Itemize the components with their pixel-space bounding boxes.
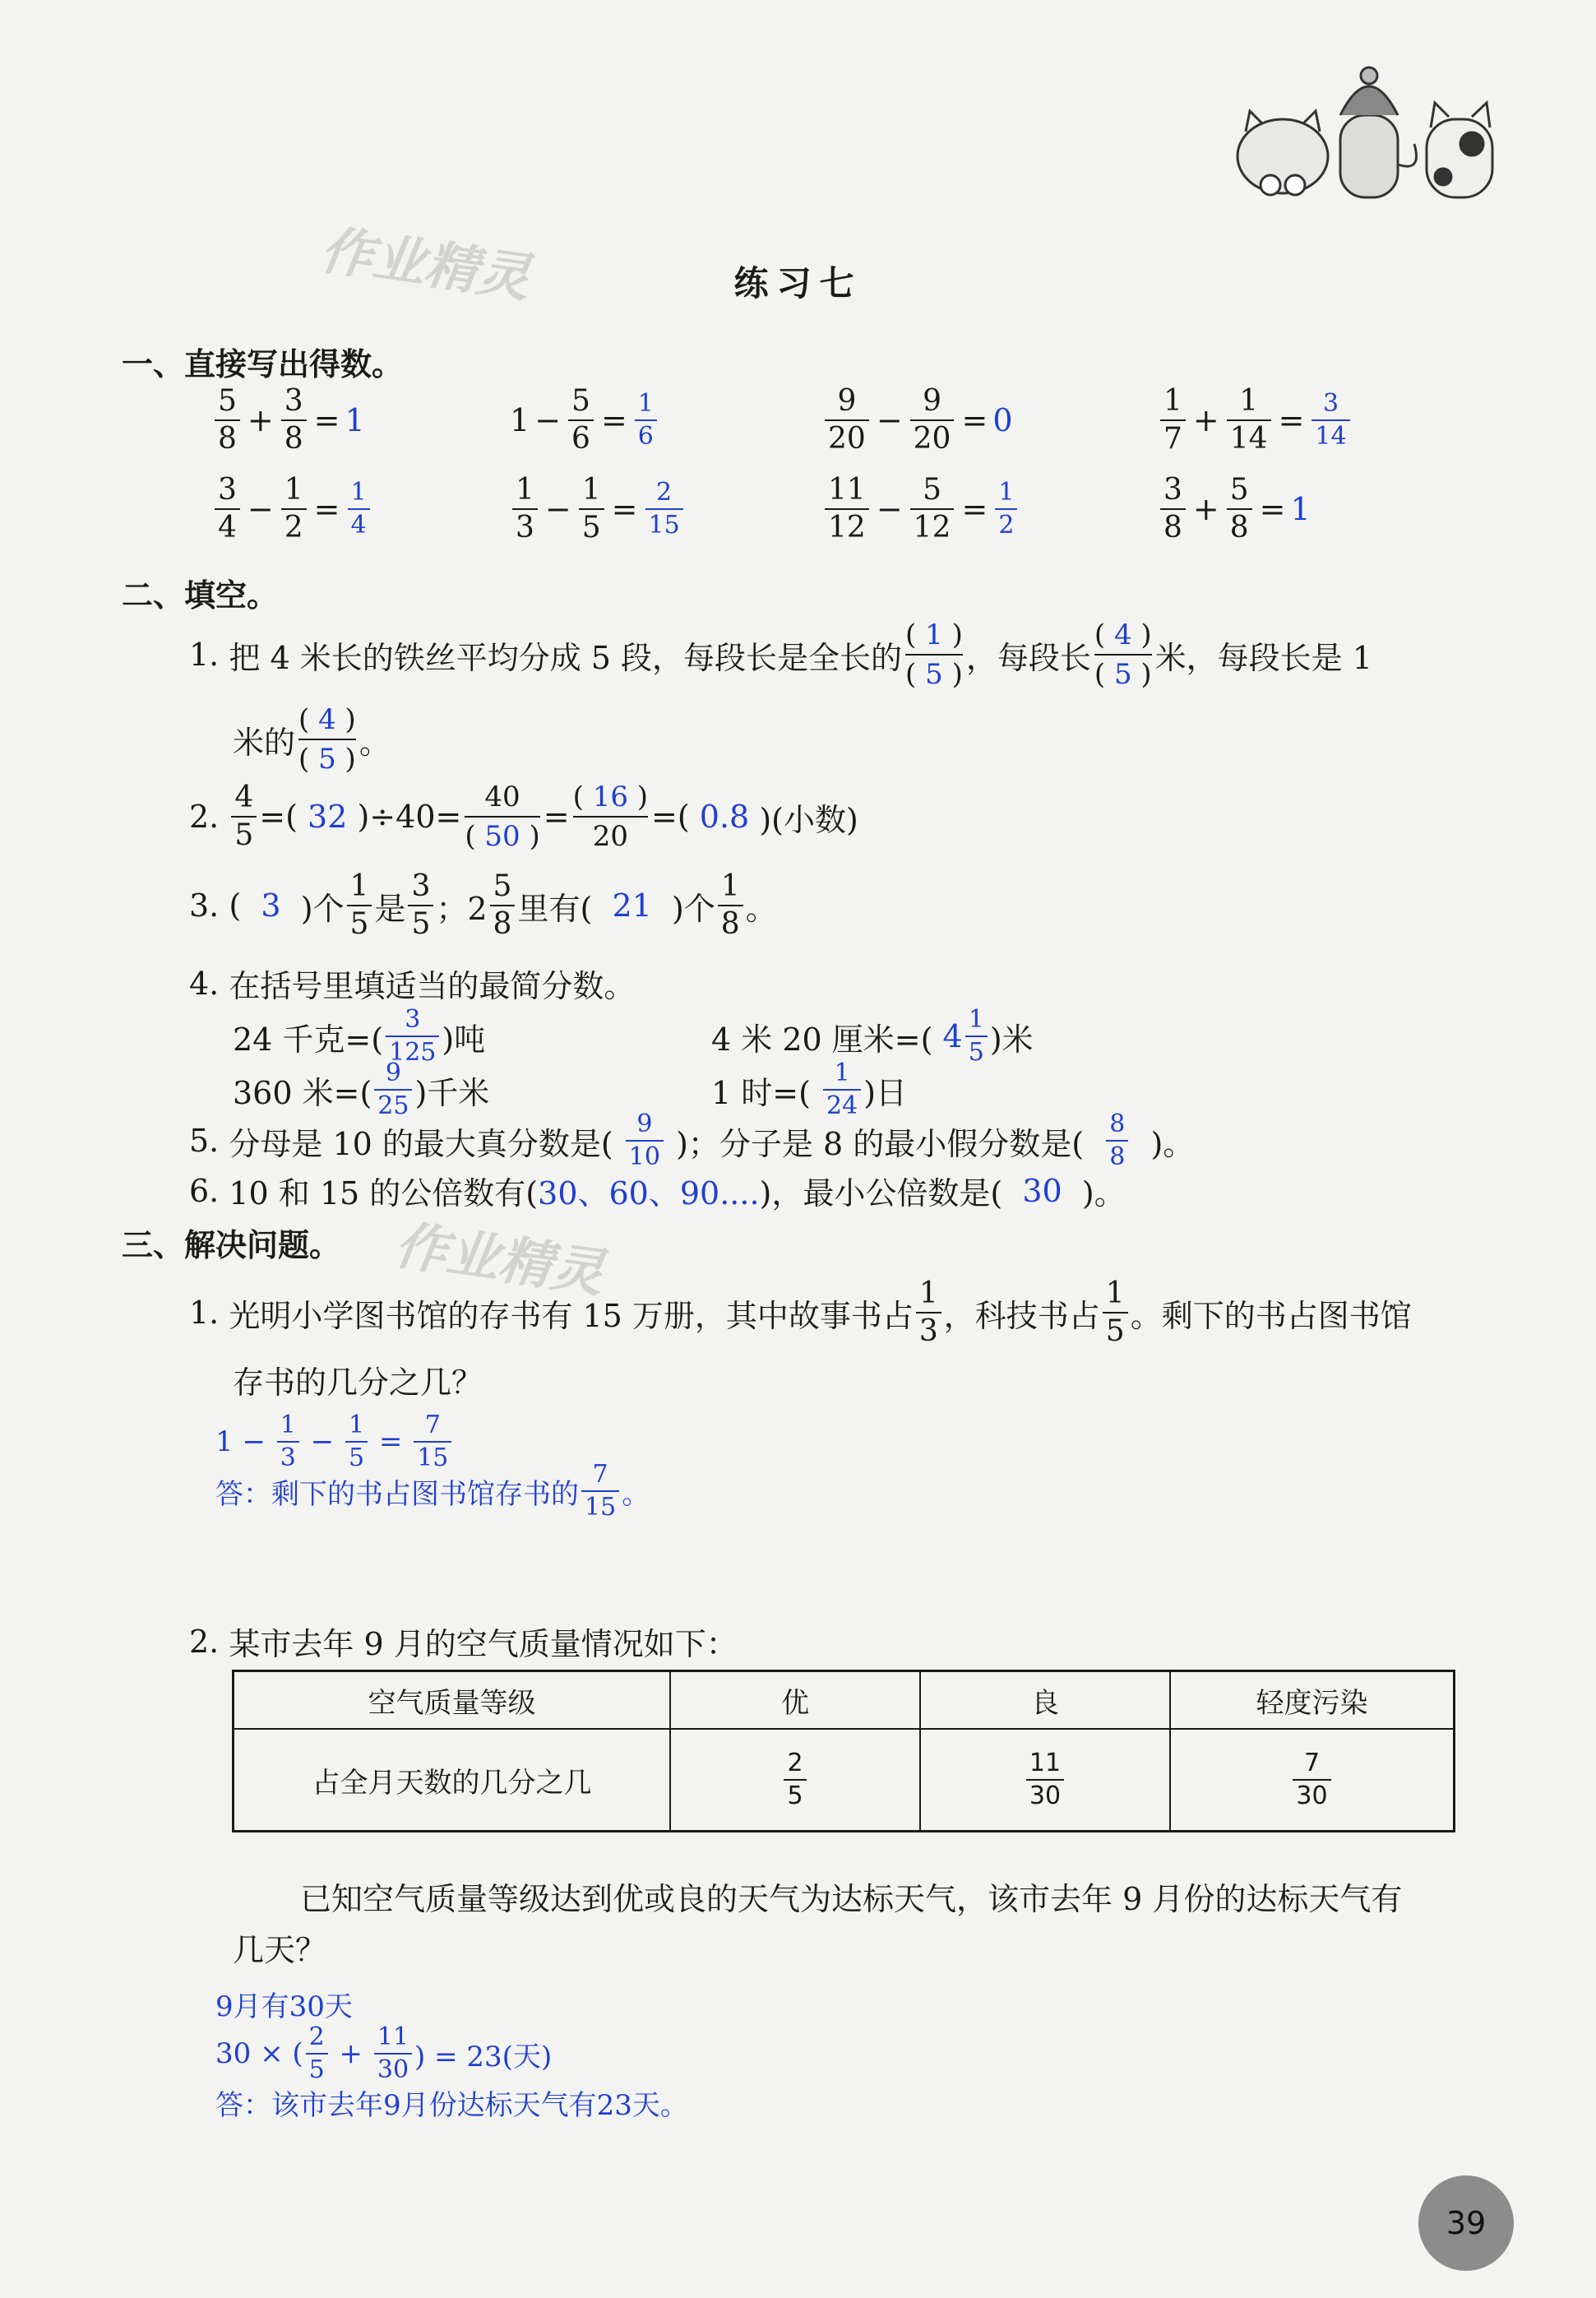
calc-item: $\frac{5}{8}$ + $\frac{3}{8}$ = 1 (212, 387, 365, 454)
page-title: 练习七 (733, 263, 863, 303)
fraction: $\frac{1}{7}$ (1160, 387, 1186, 454)
table-header: 优 (670, 1671, 920, 1730)
solve-question-1-cont: 存书的几分之几？ (233, 1364, 483, 1401)
fraction: $\frac{3}{8}$ (281, 387, 307, 454)
table-cell: $\frac{2}{5}$ (670, 1729, 920, 1832)
table-header: 空气质量等级 (234, 1671, 671, 1730)
fraction: $\frac{5}{12}$ (910, 475, 955, 543)
fill-question-5: 5. 分母是 10 的最大真分数是( $\frac{9}{10}$ )；分子是 8 的最小假分数是( $\frac{8}{8}$ )。 (189, 1110, 1195, 1171)
fraction: $\frac{5}{8}$ (215, 387, 240, 454)
fill-question-6: 6. 10 和 15 的公倍数有( 30、60、90.... )，最小公倍数是( 30 )。 (189, 1172, 1126, 1212)
fill-question-1-cont: 米的 $\frac{( 4 )}{( 5 )}$ 。 (233, 703, 391, 776)
air-quality-table (232, 1670, 1455, 1832)
solve-question-2-text: 已知空气质量等级达到优或良的天气为达标天气，该市去年 9 月份的达标天气有 (300, 1881, 1403, 1917)
calc-item: $\frac{11}{12}$ − $\frac{5}{12}$ = $\frac{1}{2}$ (822, 475, 1020, 543)
section-heading: 三、解决问题。 (122, 1227, 341, 1263)
calc-item: $\frac{1}{7}$ + $\frac{1}{14}$ = $\frac{3}{14}$ (1158, 387, 1353, 454)
solve-2-work-2: 30 × ( $\frac{2}{5}$ + $\frac{11}{30}$ ) = 23(天) (215, 2022, 553, 2084)
fraction: $\frac{11}{12}$ (825, 475, 869, 543)
table-header: 良 (920, 1671, 1170, 1730)
fraction: $\frac{9}{20}$ (910, 387, 955, 454)
solve-question-2-text2: 几天？ (233, 1932, 327, 1968)
solve-2-work-1: 9月有30天 (215, 1990, 353, 2023)
table-row-label: 占全月天数的几分之几 (234, 1729, 671, 1832)
fraction: $\frac{1}{6}$ (635, 391, 657, 449)
fill-question-4: 4. 在括号里填适当的最简分数。 (189, 965, 636, 1004)
table-header: 轻度污染 (1170, 1671, 1455, 1730)
fraction: $\frac{1}{2}$ (281, 475, 307, 543)
watermark: 作业精灵 (317, 220, 534, 310)
solve-1-answer: 答：剩下的书占图书馆存书的 $\frac{7}{15}$ 。 (215, 1460, 650, 1522)
fraction: $\frac{1}{14}$ (1227, 387, 1271, 454)
fraction: $\frac{3}{4}$ (215, 475, 240, 543)
fill-question-2: 2. $\frac{4}{5}$ =( 32 )÷40= $\frac{40}{( 50 )}$ = $\frac{( 16 )}{20}$ =( 0.8 )(小数) (189, 781, 858, 853)
calc-item: $\frac{3}{8}$ + $\frac{5}{8}$ = 1 (1158, 475, 1311, 543)
fill-question-3: 3. ( 3 )个 $\frac{1}{5}$ 是 $\frac{3}{5}$ ；2 $\frac{5}{8}$ 里有( 21 )个 $\frac{1}{8}$ 。 (189, 869, 777, 941)
solve-question-1: 1. 光明小学图书馆的存书有 15 万册，其中故事书占 $\frac{1}{3}$ ，科技书占 $\frac{1}{5}$ 。剩下的书占图书馆 (189, 1276, 1412, 1348)
page-number: 39 (1418, 2175, 1514, 2271)
answer-fraction: $\frac{( 4 )}{( 5 )}$ (298, 703, 356, 776)
watermark: 作业精灵 (391, 1215, 608, 1305)
calc-item: 1 − $\frac{5}{6}$ = $\frac{1}{6}$ (510, 387, 659, 454)
fill-question-4-row1b: 4 米 20 厘米=( 4 $\frac{1}{5}$ )米 (711, 1005, 1034, 1067)
fraction: $\frac{1}{3}$ (512, 475, 538, 543)
cats-illustration (1225, 66, 1521, 206)
table-cell: $\frac{7}{30}$ (1170, 1729, 1455, 1832)
fraction: $\frac{9}{20}$ (825, 387, 869, 454)
section-heading: 一、直接写出得数。 (122, 346, 404, 382)
fraction: $\frac{5}{6}$ (568, 387, 594, 454)
fill-question-1: 1. 把 4 米长的铁丝平均分成 5 段，每段长是全长的 $\frac{( 1 )}{( 5 )}$ ，每段长 $\frac{( 4 )}{( 5 )}$ 米，每段长是 1 (189, 619, 1372, 691)
fraction: $\frac{5}{8}$ (1227, 475, 1252, 543)
fraction: $\frac{3}{8}$ (1160, 475, 1186, 543)
fill-question-4-row2b: 1 时=( $\frac{1}{24}$ )日 (711, 1059, 908, 1120)
fill-question-4-row1a: 24 千克=( $\frac{3}{125}$ )吨 (233, 1005, 486, 1067)
calc-item: $\frac{9}{20}$ − $\frac{9}{20}$ = 0 (822, 387, 1013, 454)
calc-item: $\frac{1}{3}$ − $\frac{1}{5}$ = $\frac{2}{15}$ (510, 475, 686, 543)
fraction: $\frac{1}{4}$ (348, 480, 370, 538)
answer-fraction: $\frac{( 4 )}{( 5 )}$ (1094, 619, 1152, 691)
solve-1-work: 1 − $\frac{1}{3}$ − $\frac{1}{5}$ = $\frac{7}{15}$ (215, 1413, 454, 1471)
fill-question-4-row2a: 360 米=( $\frac{9}{25}$ )千米 (233, 1059, 490, 1120)
fraction: $\frac{1}{2}$ (995, 480, 1017, 538)
fraction: $\frac{3}{14}$ (1311, 391, 1349, 449)
solve-question-2: 2. 某市去年 9 月的空气质量情况如下： (189, 1623, 738, 1662)
fraction: $\frac{1}{5}$ (579, 475, 604, 543)
section-heading: 二、填空。 (122, 577, 279, 614)
fraction: $\frac{2}{15}$ (645, 480, 683, 538)
solve-2-answer: 答：该市去年9月份达标天气有23天。 (215, 2089, 688, 2122)
answer-fraction: $\frac{( 1 )}{( 5 )}$ (905, 619, 963, 691)
calc-item: $\frac{3}{4}$ − $\frac{1}{2}$ = $\frac{1}{4}$ (212, 475, 372, 543)
table-cell: $\frac{11}{30}$ (920, 1729, 1170, 1832)
